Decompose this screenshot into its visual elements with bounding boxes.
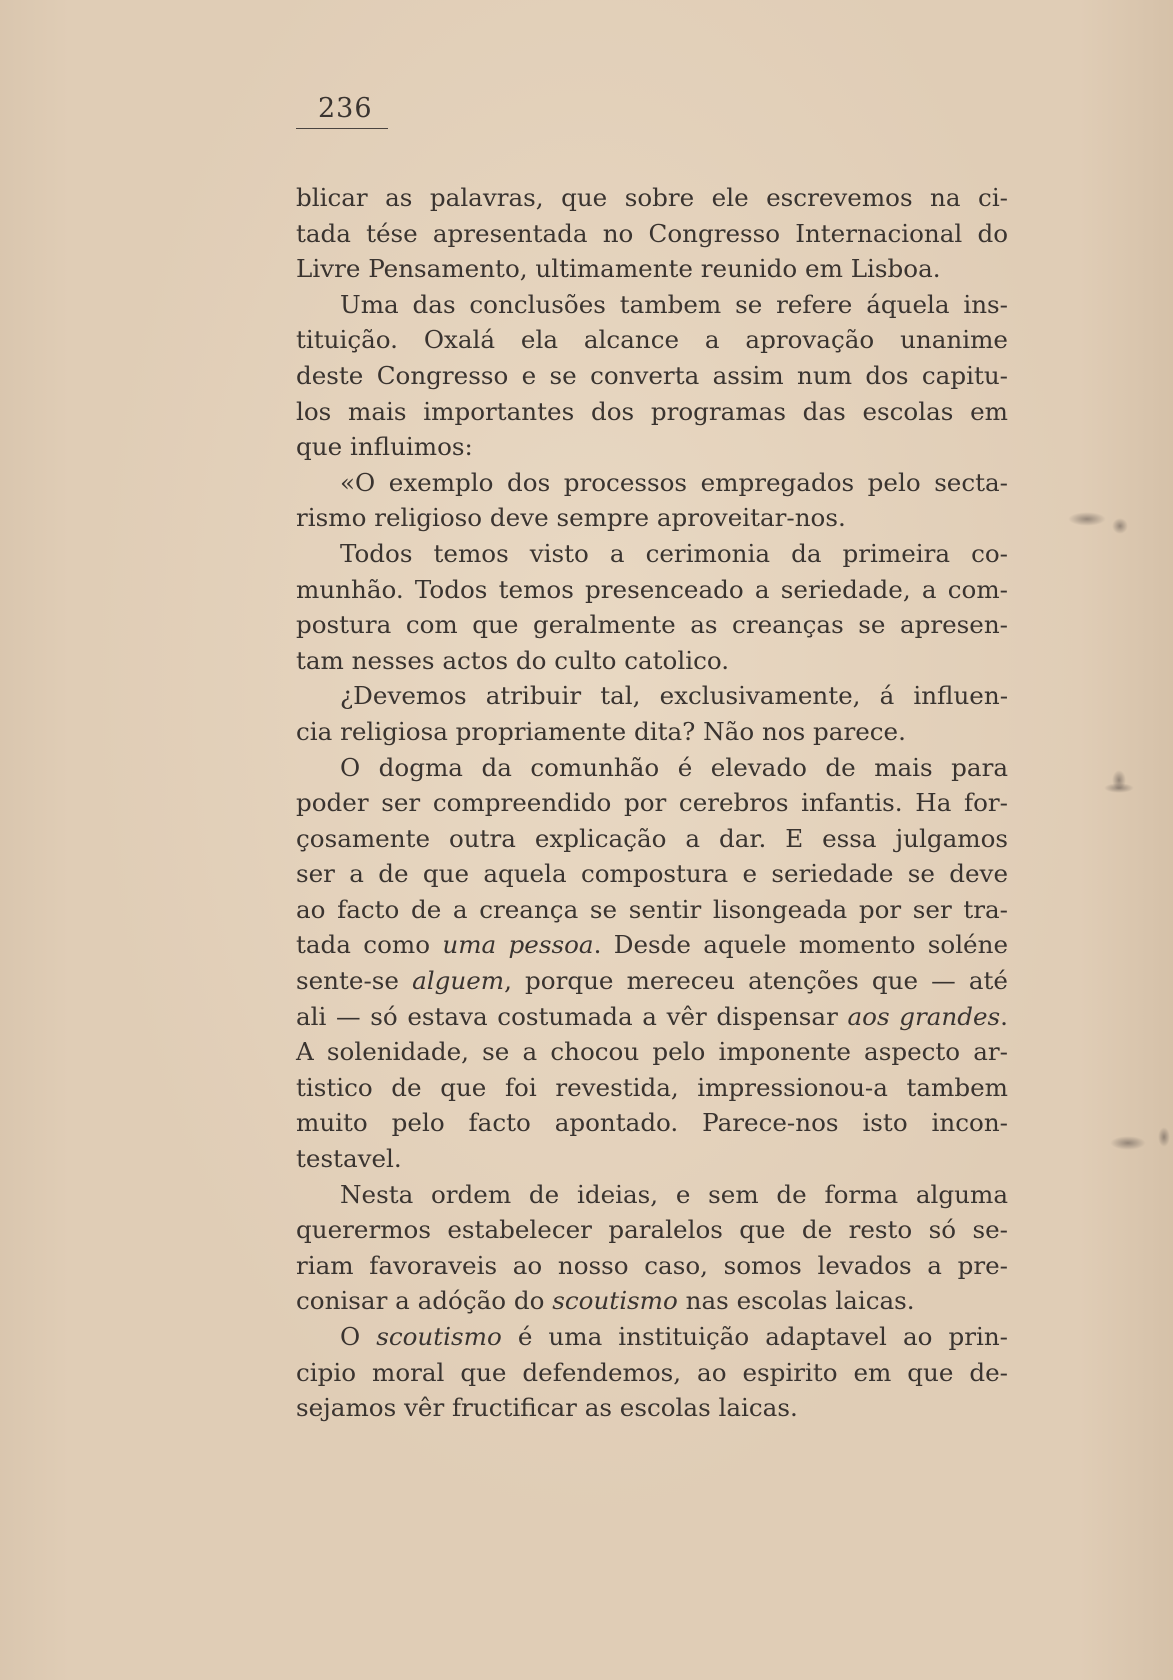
text-line: que influimos: [296,432,473,462]
text-line: tada tése apresentada no Congresso Internacional do [296,218,1008,248]
text-line: tituição. Oxalá ela alcance a aprovação unanime [296,325,1008,355]
text-line: munhão. Todos temos presenceado a seriedade, a com- [296,574,1008,604]
text-line: Uma das conclusões tambem se refere áquela ins- [340,289,1008,319]
text-line: deste Congresso e se converta assim num dos capitu- [296,360,1008,390]
text-line: conisar a adóção do scoutismo nas escolas laicas. [296,1286,915,1316]
margin-stain [1068,512,1106,526]
text-line: sejamos vêr fructificar as escolas laicas. [296,1393,798,1423]
body-text [296,180,1008,1426]
text-line: poder ser compreendido por cerebros infantis. Ha for- [296,788,1008,818]
text-line: O scoutismo é uma instituição adaptavel ao prin- [340,1322,1008,1351]
text-line: testavel. [296,1144,402,1174]
text-line: tada como uma pessoa. Desde aquele momento soléne [296,930,1009,960]
text-line: cia religiosa propriamente dita? Não nos parece. [296,716,906,746]
text-line: postura com que geralmente as creanças se apresen- [296,610,1008,640]
margin-stain [1112,518,1128,534]
text-line: sente-se alguem, porque mereceu atenções que — até [296,966,1008,996]
margin-stain [1158,1127,1170,1147]
text-line: O dogma da comunhão é elevado de mais para [340,752,1008,782]
text-line: rismo religioso deve sempre aproveitar-nos. [296,503,846,533]
text-line: querermos estabelecer paralelos que de resto só se- [296,1215,1008,1245]
text-line: «O exemplo dos processos empregados pelo secta- [340,467,1008,497]
page-number: 236 [296,92,388,129]
text-line: ali — só estava costumada a vêr dispensar aos grandes. [296,1001,1008,1031]
text-line: tistico de que foi revestida, impressionou-a tambem [296,1072,1008,1102]
text-line: Nesta ordem de ideias, e sem de forma alguma [340,1179,1008,1209]
text-line: Todos temos visto a cerimonia da primeira co- [340,538,1008,568]
text-line: los mais importantes dos programas das escolas em [296,396,1008,426]
text-line: Livre Pensamento, ultimamente reunido em Lisboa. [296,254,941,284]
text-line: cipio moral que defendemos, ao espirito em que de- [296,1357,1008,1387]
text-line: çosamente outra explicação a dar. E essa julgamos [296,823,1008,853]
text-line: ao facto de a creança se sentir lisongeada por ser tra- [296,894,1008,924]
text-line: blicar as palavras, que sobre ele escrevemos na ci- [296,183,1008,212]
margin-stain [1110,1136,1146,1150]
margin-stain [1112,770,1126,790]
text-line: A solenidade, se a chocou pelo imponente aspecto ar- [296,1037,1008,1067]
text-line: muito pelo facto apontado. Parece-nos isto incon- [296,1108,1008,1138]
text-line: tam nesses actos do culto catolico. [296,645,730,675]
text-line: ¿Devemos atribuir tal, exclusivamente, á influen- [340,681,1008,711]
text-line: riam favoraveis ao nosso caso, somos levados a pre- [296,1250,1008,1280]
text-line: ser a de que aquela compostura e seriedade se deve [296,859,1008,889]
